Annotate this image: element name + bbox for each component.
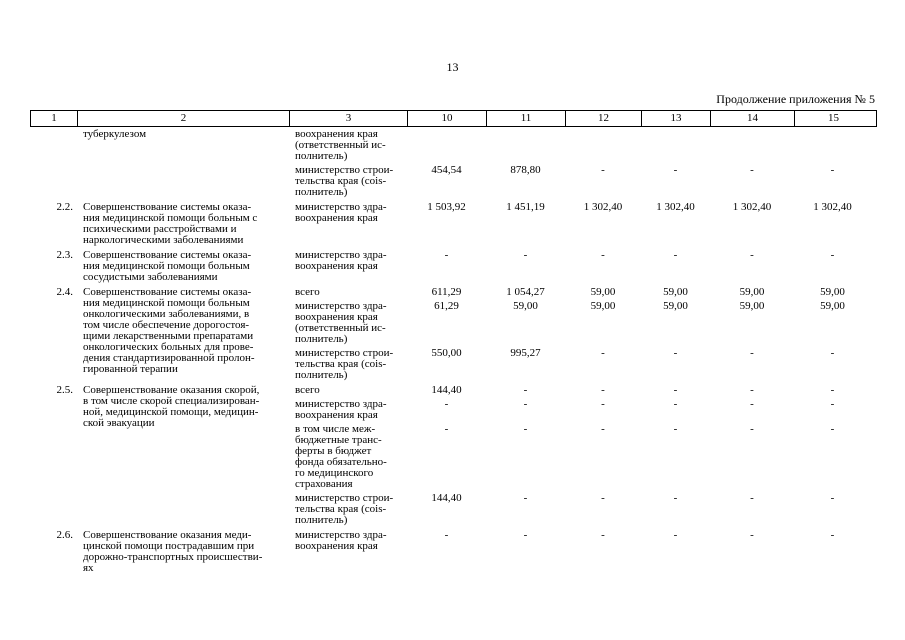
value-cell: 59,00 (513, 300, 538, 312)
value-cell: - (830, 398, 835, 410)
value-cell: 550,00 (431, 347, 462, 359)
value-cell: - (601, 249, 605, 261)
row-number: 2.5. (56, 384, 73, 396)
row-description (77, 385, 289, 526)
header-cell: 10 (408, 111, 487, 126)
value-cell: - (750, 347, 754, 359)
description-line: онкологическими заболеваниями, в (83, 308, 250, 320)
value-cell: 144,40 (431, 384, 462, 396)
description-line: наркологическими заболеваниями (83, 234, 244, 246)
responsible-org (289, 493, 407, 526)
description-line: сосудистыми заболеваниями (83, 271, 218, 283)
value-cell (486, 129, 565, 162)
responsible-org (289, 385, 407, 396)
value-cell: - (830, 384, 835, 396)
value-cell: - (673, 249, 678, 261)
value-cell: 878,80 (510, 164, 541, 176)
subentry (289, 202, 877, 224)
responsible-org (289, 287, 407, 298)
org-line: воохранения края (295, 212, 378, 224)
description-line: туберкулезом (83, 128, 147, 140)
org-line: всего (295, 286, 320, 298)
row-subentries (289, 129, 877, 198)
responsible-org (289, 301, 407, 345)
org-line: полнитель) (295, 369, 348, 381)
value-cell: - (750, 529, 754, 541)
org-line: страхования (295, 478, 353, 490)
org-line: фонда обязательно- (295, 456, 387, 468)
continuation-label: Продолжение приложения № 5 (716, 92, 875, 106)
description-line: Совершенствование системы оказа- (83, 249, 252, 261)
value-cell: - (750, 398, 754, 410)
description-line: Совершенствование системы оказа- (83, 201, 252, 213)
description-line: ния медицинской помощи больным (83, 297, 250, 309)
subentry (289, 530, 877, 552)
table-row (30, 530, 877, 574)
row-subentries (289, 202, 877, 246)
value-cell: - (830, 492, 835, 504)
row-number: 2.3. (56, 249, 73, 261)
value-cell: - (830, 423, 835, 435)
description-line: ния медицинской помощи больным (83, 260, 250, 272)
value-cell: 59,00 (590, 286, 616, 298)
table-header (30, 110, 877, 127)
org-line: министерство здра- (295, 249, 387, 261)
value-cell: - (673, 164, 678, 176)
description-line: ной, медицинской помощи, медицин- (83, 406, 259, 418)
description-line: Совершенствование системы оказа- (83, 286, 252, 298)
subentry (289, 129, 877, 162)
value-cell: - (750, 384, 754, 396)
value-cell: - (750, 492, 754, 504)
value-cell: 1 302,40 (732, 201, 772, 213)
org-line: полнитель) (295, 150, 348, 162)
org-line: полнитель) (295, 186, 348, 198)
value-cell: 1 451,19 (506, 201, 545, 213)
description-line: ях (83, 562, 94, 574)
value-cell: - (830, 529, 835, 541)
org-line: министерство строи- (295, 164, 394, 176)
header-cell: 15 (828, 112, 839, 124)
responsible-org (289, 424, 407, 490)
value-cell: - (750, 423, 754, 435)
org-line: в том числе меж- (295, 423, 376, 435)
row-subentries (289, 250, 877, 283)
org-line: воохранения края (295, 128, 378, 140)
value-cell: 59,00 (739, 300, 765, 312)
description-line: психическими расстройствами и (83, 223, 237, 235)
table-row (30, 287, 877, 381)
value-cell: - (523, 384, 528, 396)
value-cell: - (601, 347, 605, 359)
header-cell: 2 (78, 111, 290, 126)
value-cell: - (673, 347, 678, 359)
value-cell (407, 129, 486, 162)
row-number: 2.2. (56, 201, 73, 213)
value-cell: 59,00 (820, 286, 845, 298)
subentry (289, 250, 877, 272)
value-cell: 1 302,40 (813, 201, 852, 213)
subentry (289, 493, 877, 526)
org-line: го медицинского (295, 467, 374, 479)
value-cell: - (601, 164, 605, 176)
description-line: Совершенствование оказания скорой, (83, 384, 260, 396)
subentry (289, 399, 877, 421)
org-line: бюджетные транс- (295, 434, 382, 446)
org-line: министерство строи- (295, 492, 394, 504)
table-row (30, 385, 877, 526)
page-number: 13 (446, 60, 459, 74)
value-cell: - (750, 249, 754, 261)
value-cell: - (673, 398, 678, 410)
value-cell (565, 129, 641, 162)
org-line: (ответственный ис- (295, 139, 386, 151)
value-cell: 61,29 (434, 300, 459, 312)
row-description (77, 287, 289, 381)
value-cell: 1 302,40 (583, 201, 623, 213)
value-cell: - (601, 398, 605, 410)
subentry (289, 287, 877, 298)
row-description (77, 129, 289, 198)
subentry (289, 165, 877, 198)
row-number (30, 129, 77, 198)
org-line: ферты в бюджет (295, 445, 372, 457)
value-cell: - (523, 529, 528, 541)
value-cell: - (673, 529, 678, 541)
value-cell: 59,00 (663, 300, 688, 312)
description-line: Совершенствование оказания меди- (83, 529, 252, 541)
row-subentries (289, 287, 877, 381)
org-line: министерство здра- (295, 398, 387, 410)
value-cell: 59,00 (820, 300, 845, 312)
header-cell: 3 (290, 111, 408, 126)
org-line: полнитель) (295, 333, 348, 345)
subentry (289, 301, 877, 345)
org-line: воохранения края (295, 540, 378, 552)
responsible-org (289, 348, 407, 381)
org-line: тельства края (сois- (295, 358, 387, 370)
value-cell: - (673, 423, 678, 435)
budget-table (30, 110, 877, 574)
org-line: воохранения края (295, 260, 378, 272)
org-line: министерство здра- (295, 300, 387, 312)
description-line: дорожно-транспортных происшестви- (83, 551, 263, 563)
value-cell: - (830, 164, 835, 176)
responsible-org (289, 202, 407, 224)
table-row (30, 202, 877, 246)
description-line: щими лекарственными препаратами (83, 330, 254, 342)
value-cell: - (750, 164, 754, 176)
header-cell: 14 (711, 111, 795, 126)
value-cell (794, 129, 871, 162)
org-line: министерство строи- (295, 347, 394, 359)
value-cell: 454,54 (431, 164, 462, 176)
value-cell: - (601, 529, 605, 541)
responsible-org (289, 129, 407, 162)
value-cell: - (601, 492, 605, 504)
header-cell: 1 (31, 111, 78, 126)
description-line: в том числе скорой специализирован- (83, 395, 260, 407)
row-number: 2.6. (56, 529, 73, 541)
description-line: гированной терапии (83, 363, 178, 375)
value-cell: - (673, 492, 678, 504)
org-line: воохранения края (295, 311, 378, 323)
description-line: ния медицинской помощи больным с (83, 212, 258, 224)
value-cell: 144,40 (431, 492, 462, 504)
value-cell: 995,27 (510, 347, 541, 359)
value-cell: - (523, 398, 528, 410)
row-subentries (289, 530, 877, 574)
row-description (77, 530, 289, 574)
value-cell: - (673, 384, 678, 396)
description-line: дения стандартизированной пролон- (83, 352, 255, 364)
org-line: полнитель) (295, 514, 348, 526)
responsible-org (289, 399, 407, 421)
row-description (77, 250, 289, 283)
row-description (77, 202, 289, 246)
responsible-org (289, 530, 407, 552)
header-cell: 12 (566, 111, 642, 126)
value-cell: - (444, 249, 449, 261)
table-row (30, 129, 877, 198)
value-cell: - (444, 398, 449, 410)
value-cell (641, 129, 710, 162)
value-cell: 59,00 (663, 286, 688, 298)
value-cell: - (444, 529, 449, 541)
value-cell: 59,00 (590, 300, 616, 312)
org-line: (ответственный ис- (295, 322, 386, 334)
header-cell: 13 (642, 111, 711, 126)
description-line: цинской помощи пострадавшим при (83, 540, 255, 552)
description-line: ской эвакуации (83, 417, 155, 429)
table-row (30, 250, 877, 283)
value-cell: - (830, 347, 835, 359)
value-cell: 611,29 (431, 286, 462, 298)
description-line: том числе обеспечение дорогостоя- (83, 319, 250, 331)
value-cell: - (601, 384, 605, 396)
value-cell (710, 129, 794, 162)
org-line: тельства края (сois- (295, 503, 387, 515)
value-cell: - (523, 423, 528, 435)
header-cell: 11 (487, 111, 566, 126)
subentry (289, 385, 877, 396)
org-line: министерство здра- (295, 201, 387, 213)
subentry (289, 348, 877, 381)
value-cell: 59,00 (739, 286, 765, 298)
responsible-org (289, 250, 407, 272)
org-line: всего (295, 384, 320, 396)
org-line: воохранения края (295, 409, 378, 421)
subentry (289, 424, 877, 490)
value-cell: - (830, 249, 835, 261)
value-cell: - (601, 423, 605, 435)
org-line: министерство здра- (295, 529, 387, 541)
value-cell: 1 503,92 (427, 201, 466, 213)
table-body (30, 129, 877, 574)
value-cell: - (523, 249, 528, 261)
org-line: тельства края (сois- (295, 175, 387, 187)
description-line: онкологических больных для прове- (83, 341, 254, 353)
row-number: 2.4. (56, 286, 73, 298)
value-cell: 1 302,40 (656, 201, 695, 213)
row-subentries (289, 385, 877, 526)
responsible-org (289, 165, 407, 198)
value-cell: 1 054,27 (506, 286, 545, 298)
value-cell: - (444, 423, 449, 435)
value-cell: - (523, 492, 528, 504)
